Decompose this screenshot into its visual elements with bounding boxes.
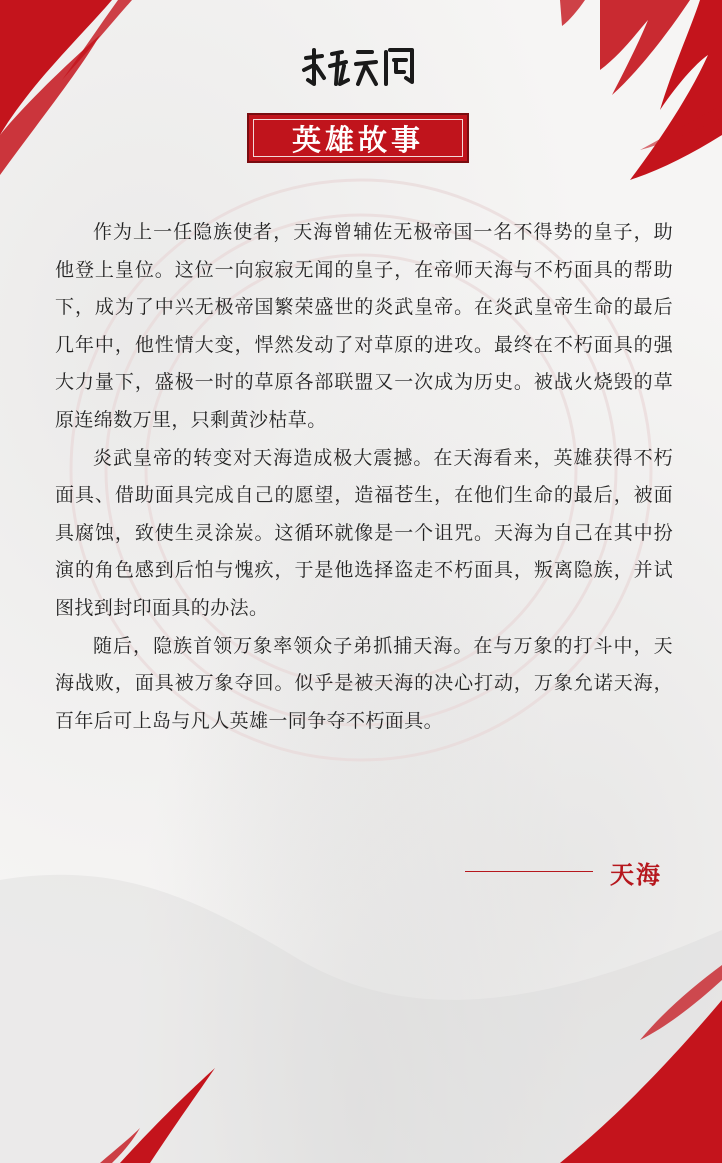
story-paragraph-2: 炎武皇帝的转变对天海造成极大震撼。在天海看来，英雄获得不朽面具、借助面具完成自己的愿望，造福苍生，在他们生命的最后，被面具腐蚀，致使生灵涂炭。这循环就像是一个诅咒。天海为自己在其中扮演的角色感到后怕与愧疚，于是他选择盗走不朽面具，叛离隐族，并试图找到封印面具的办法。 — [55, 446, 673, 619]
top-left-stroke — [0, 0, 112, 135]
story-text — [55, 214, 673, 740]
game-logo — [300, 44, 420, 92]
signature-divider — [465, 871, 593, 872]
story-paragraph-3: 随后，隐族首领万象率领众子弟抓捕天海。在与万象的打斗中，天海战败，面具被万象夺回。似乎是被天海的决心打动，万象允诺天海，百年后可上岛与凡人英雄一同争夺不朽面具。 — [55, 634, 673, 732]
top-right-stroke — [630, 0, 722, 180]
signature-name: 天海 — [610, 860, 662, 889]
story-paragraph-1: 作为上一任隐族使者，天海曾辅佐无极帝国一名不得势的皇子，助他登上皇位。这位一向寂寂无闻的皇子，在帝师天海与不朽面具的帮助下，成为了中兴无极帝国繁荣盛世的炎武皇帝。在炎武皇帝生命的最后几年中，他性情大变，悍然发动了对草原的进攻。最终在不朽面具的强大力量下，盛极一时的草原各部联盟又一次成为历史。被战火烧毁的草原连绵数万里，只剩黄沙枯草。 — [55, 221, 673, 431]
title-banner — [247, 113, 469, 163]
page-title: 英雄故事 — [291, 122, 424, 157]
